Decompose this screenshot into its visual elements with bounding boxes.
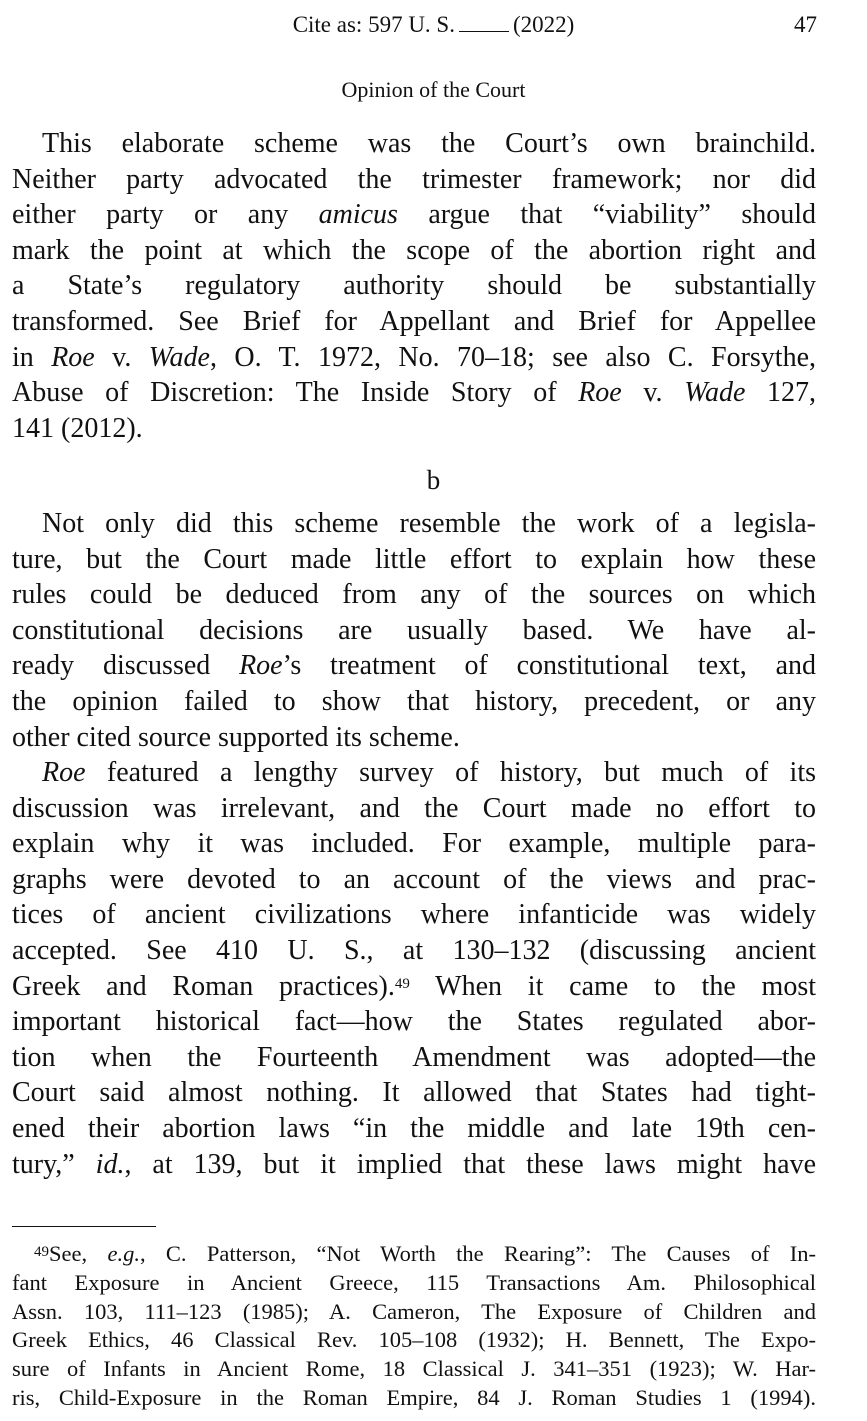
citation-suffix: (2022) (512, 12, 575, 37)
page-number: 47 (794, 12, 817, 37)
text-line: ready discussed Roe’s treatment of constitutional text, and (12, 650, 816, 682)
text-line: constitutional decisions are usually based. We have al- (12, 614, 816, 646)
citation-blank (459, 13, 509, 32)
text-line: other cited source supported its scheme. (12, 721, 460, 753)
text-line: either party or any amicus argue that “viability” should (12, 199, 816, 231)
text-line: Not only did this scheme resemble the work of a legisla- (42, 508, 816, 539)
footnote-ref: 49 (394, 975, 410, 992)
text-line: 141 (2012). (12, 412, 143, 444)
text-line: Court said almost nothing. It allowed that States had tight- (12, 1077, 816, 1109)
text-line: ened their abortion laws “in the middle and late 19th cen- (12, 1112, 816, 1144)
running-header (0, 12, 867, 42)
text-line: Roe featured a lengthy survey of history, but much of its (42, 757, 817, 788)
text-line: graphs were devoted to an account of the views and prac- (12, 863, 816, 895)
citation-prefix: Cite as: 597 U. S. (292, 12, 455, 37)
footnote-line: Assn. 103, 111–123 (1985); A. Cameron, The Exposure of Children and (12, 1298, 816, 1324)
footnote-line: sure of Infants in Ancient Rome, 18 Classical J. 341–351 (1923); W. Har- (12, 1356, 816, 1382)
page-subheading: Opinion of the Court (341, 77, 526, 102)
text-line: Greek and Roman practices).$^{49}$ When it came to the most (12, 970, 816, 1002)
text-line: transformed. See Brief for Appellant and Brief for Appellee (12, 305, 816, 337)
footnote-line: Greek Ethics, 46 Classical Rev. 105–108 (1932); H. Bennett, The Expo- (12, 1327, 816, 1353)
text-line: mark the point at which the scope of the abortion right and (12, 234, 816, 266)
text-line: Abuse of Discretion: The Inside Story of Roe v. Wade 127, (12, 377, 817, 409)
footnote (12, 1240, 816, 1413)
section-heading: b (426, 465, 441, 495)
footnote-divider (12, 1226, 156, 1227)
paragraph-2 (12, 506, 816, 755)
text-line: a State’s regulatory authority should be substantially (12, 270, 816, 302)
text-line: tices of ancient civilizations where infanticide was widely (12, 899, 816, 931)
text-line: ture, but the Court made little effort to explain how these (12, 543, 816, 575)
text-line: Neither party advocated the trimester framework; nor did (12, 163, 816, 195)
footnote-line: fant Exposure in Ancient Greece, 115 Transactions Am. Philosophical (12, 1269, 816, 1295)
footnote-line: ris, Child-Exposure in the Roman Empire, 84 J. Roman Studies 1 (1994). (12, 1384, 816, 1410)
text-line: accepted. See 410 U. S., at 130–132 (discussing ancient (12, 934, 816, 966)
paragraph-1 (12, 126, 816, 446)
text-line: tion when the Fourteenth Amendment was adopted—the (12, 1041, 816, 1073)
text-line: important historical fact—how the States regulated abor- (12, 1006, 816, 1038)
citation-line (0, 12, 867, 38)
paragraph-3 (12, 755, 816, 1182)
footnote-number: 49 (34, 1244, 49, 1260)
text-line: in Roe v. Wade, O. T. 1972, No. 70–18; see also C. Forsythe, (12, 341, 816, 373)
text-line: discussion was irrelevant, and the Court made no effort to (12, 792, 816, 824)
text-line: tury,” id., at 139, but it implied that these laws might have (12, 1148, 817, 1180)
footnote-line: $^{49}$See, e.g., C. Patterson, “Not Worth the Rearing”: The Causes of In- (34, 1241, 817, 1266)
text-line: rules could be deduced from any of the sources on which (12, 579, 816, 611)
text-line: explain why it was included. For example, multiple para- (12, 828, 816, 860)
text-line: This elaborate scheme was the Court’s own brainchild. (42, 128, 816, 159)
text-line: the opinion failed to show that history, precedent, or any (12, 685, 816, 717)
